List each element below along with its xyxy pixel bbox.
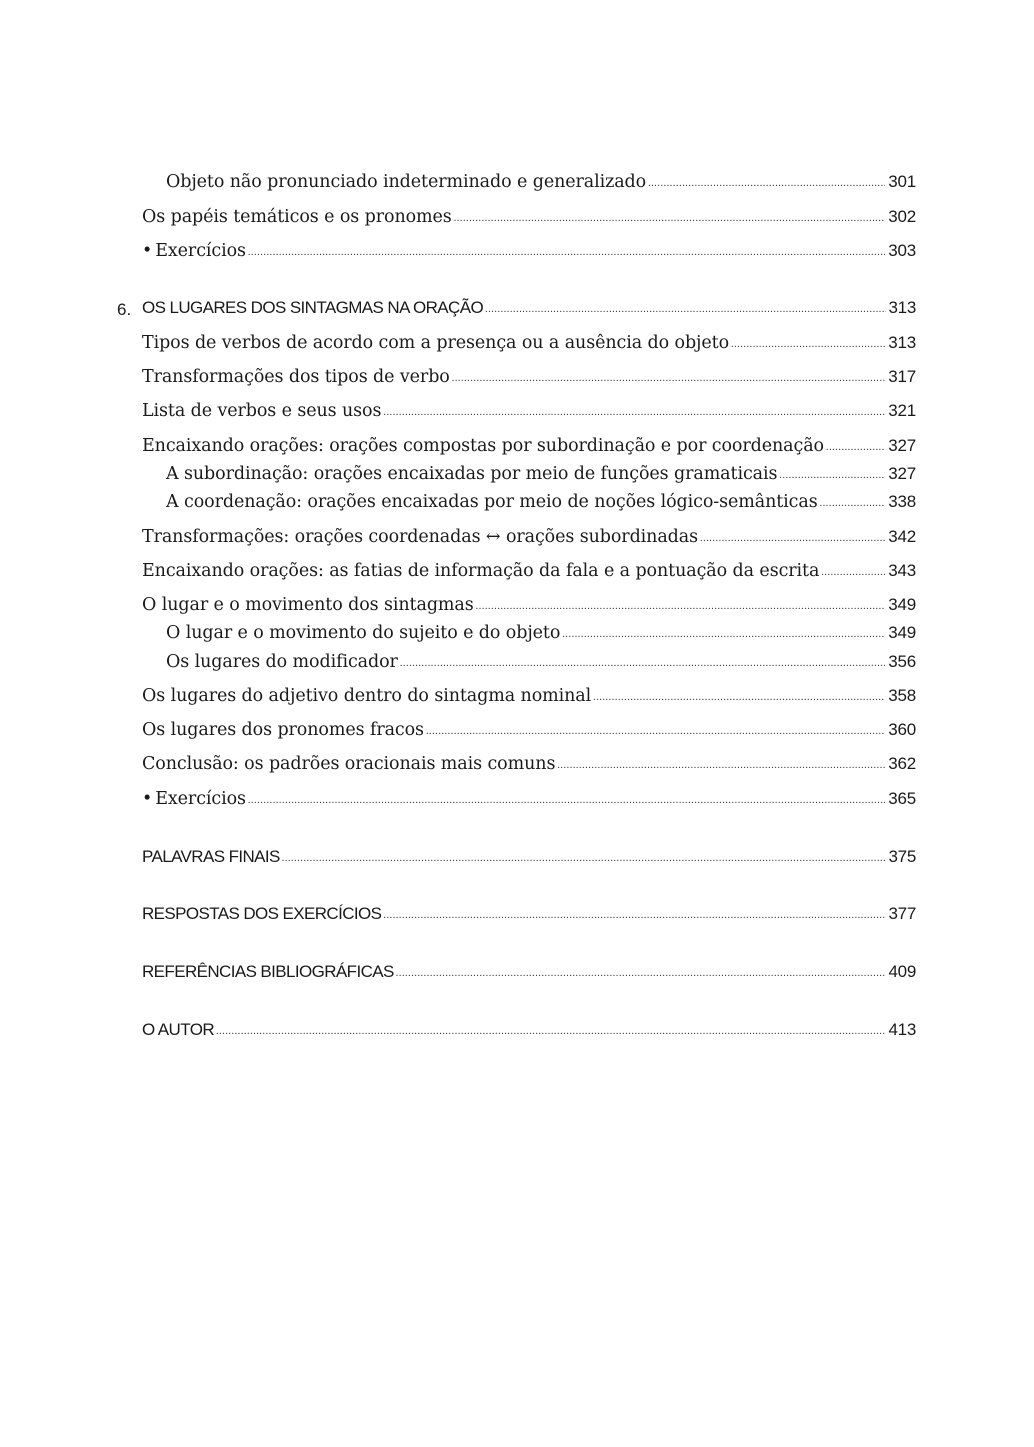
- toc-chapter-entry: [142, 1020, 916, 1046]
- toc-entry-page: 375: [888, 847, 916, 866]
- bullet-icon: •: [142, 241, 153, 261]
- toc-chapter-entry: [142, 962, 916, 988]
- toc-entry: [142, 720, 916, 746]
- toc-entry-title: A subordinação: orações encaixadas por meio de funções gramaticais: [166, 464, 778, 484]
- toc-entry-title: Os lugares dos pronomes fracos: [142, 720, 424, 740]
- toc-chapter-title: REFERÊNCIAS BIBLIOGRÁFICAS: [142, 962, 394, 981]
- chapter-number: 6.: [117, 300, 132, 319]
- bullet-icon: •: [142, 789, 153, 809]
- toc-entry: [142, 527, 916, 553]
- toc-entry-page: 343: [888, 561, 916, 580]
- dot-leader: [826, 442, 885, 453]
- toc-entry-page: 358: [888, 686, 916, 705]
- toc-entry: [142, 789, 916, 815]
- dot-leader: [821, 567, 885, 578]
- toc-entry: [142, 241, 916, 267]
- toc-chapter-title: PALAVRAS FINAIS: [142, 847, 280, 866]
- toc-entry-page: 327: [888, 436, 916, 455]
- toc-entry-title: O lugar e o movimento do sujeito e do objeto: [166, 623, 561, 643]
- dot-leader: [216, 1026, 886, 1037]
- toc-chapter-entry: [142, 298, 916, 324]
- toc-entry: [142, 595, 916, 621]
- dot-leader: [454, 213, 886, 224]
- toc-entry-page: 365: [888, 789, 916, 808]
- dot-leader: [700, 533, 885, 544]
- toc-entry: [142, 333, 916, 359]
- toc-entry: [166, 172, 916, 198]
- toc-entry-title: Tipos de verbos de acordo com a presença ou a ausência do objeto: [142, 333, 730, 353]
- toc-chapter-title: OS LUGARES DOS SINTAGMAS NA ORAÇÃO: [142, 298, 484, 317]
- toc-entry-title: Encaixando orações: as fatias de informação da fala e a pontuação da escrita: [142, 561, 820, 581]
- toc-entry: [166, 464, 916, 490]
- toc-entry-page: 377: [888, 904, 916, 923]
- toc-entry-page: 362: [888, 754, 916, 773]
- toc-entry-page: 413: [888, 1020, 916, 1039]
- toc-entry-title: Os papéis temáticos e os pronomes: [142, 207, 452, 227]
- dot-leader: [648, 178, 885, 189]
- toc-entry: [142, 401, 916, 427]
- toc-entry: [142, 561, 916, 587]
- dot-leader: [426, 726, 885, 737]
- dot-leader: [400, 658, 885, 669]
- dot-leader: [557, 760, 885, 771]
- dot-leader: [396, 968, 886, 979]
- toc-chapter-entry: [142, 904, 916, 930]
- dot-leader: [282, 853, 886, 864]
- toc-entry-title: A coordenação: orações encaixadas por meio de noções lógico-semânticas: [166, 492, 818, 512]
- toc-chapter-title: O AUTOR: [142, 1020, 215, 1039]
- toc-entry: [142, 436, 916, 462]
- dot-leader: [383, 910, 885, 921]
- toc-entry-page: 321: [888, 401, 916, 420]
- toc-chapter-entry: [142, 847, 916, 873]
- toc-entry-page: 313: [888, 333, 916, 352]
- toc-entry: [166, 623, 916, 649]
- toc-entry-page: 338: [888, 492, 916, 511]
- dot-leader: [383, 407, 885, 418]
- dot-leader: [248, 247, 885, 258]
- dot-leader: [452, 373, 886, 384]
- toc-entry-title: Conclusão: os padrões oracionais mais comuns: [142, 754, 556, 774]
- toc-entry-page: 360: [888, 720, 916, 739]
- toc-entry-title-text: Exercícios: [155, 789, 246, 809]
- toc-entry-page: 327: [888, 464, 916, 483]
- toc-entry-title: Transformações: orações coordenadas ↔ orações subordinadas: [142, 527, 698, 547]
- toc-entry: [166, 492, 916, 518]
- dot-leader: [476, 601, 886, 612]
- toc-entry-page: 302: [888, 207, 916, 226]
- toc-entry-title: Os lugares do modificador: [166, 652, 398, 672]
- toc-entry-title: Transformações dos tipos de verbo: [142, 367, 450, 387]
- toc-entry-page: 313: [888, 298, 916, 317]
- dot-leader: [731, 339, 885, 350]
- toc-entry-page: 301: [888, 172, 916, 191]
- toc-entry: [166, 652, 916, 678]
- toc-entry-title: Objeto não pronunciado indeterminado e generalizado: [166, 172, 647, 192]
- dot-leader: [593, 692, 885, 703]
- dot-leader: [248, 795, 885, 806]
- toc-chapter-title: RESPOSTAS DOS EXERCÍCIOS: [142, 904, 382, 923]
- toc-entry-title: Lista de verbos e seus usos: [142, 401, 382, 421]
- toc-entry-page: 349: [888, 595, 916, 614]
- toc-entry-page: 349: [888, 623, 916, 642]
- toc-entry-page: 317: [888, 367, 916, 386]
- toc-entry-page: 342: [888, 527, 916, 546]
- toc-entry-title: [142, 241, 246, 261]
- dot-leader: [820, 498, 886, 509]
- toc-entry: [142, 367, 916, 393]
- dot-leader: [485, 304, 885, 315]
- toc-entry-title: Encaixando orações: orações compostas por subordinação e por coordenação: [142, 436, 824, 456]
- toc-entry-page: 303: [888, 241, 916, 260]
- dot-leader: [562, 629, 885, 640]
- toc-entry-title: O lugar e o movimento dos sintagmas: [142, 595, 474, 615]
- toc-entry-title: [142, 789, 246, 809]
- toc-entry-title: Os lugares do adjetivo dentro do sintagma nominal: [142, 686, 592, 706]
- toc-entry: [142, 686, 916, 712]
- toc-entry-page: 409: [888, 962, 916, 981]
- toc-entry-title-text: Exercícios: [155, 241, 246, 261]
- toc-entry-page: 356: [888, 652, 916, 671]
- toc-entry: [142, 207, 916, 233]
- toc-entry: [142, 754, 916, 780]
- dot-leader: [779, 470, 885, 481]
